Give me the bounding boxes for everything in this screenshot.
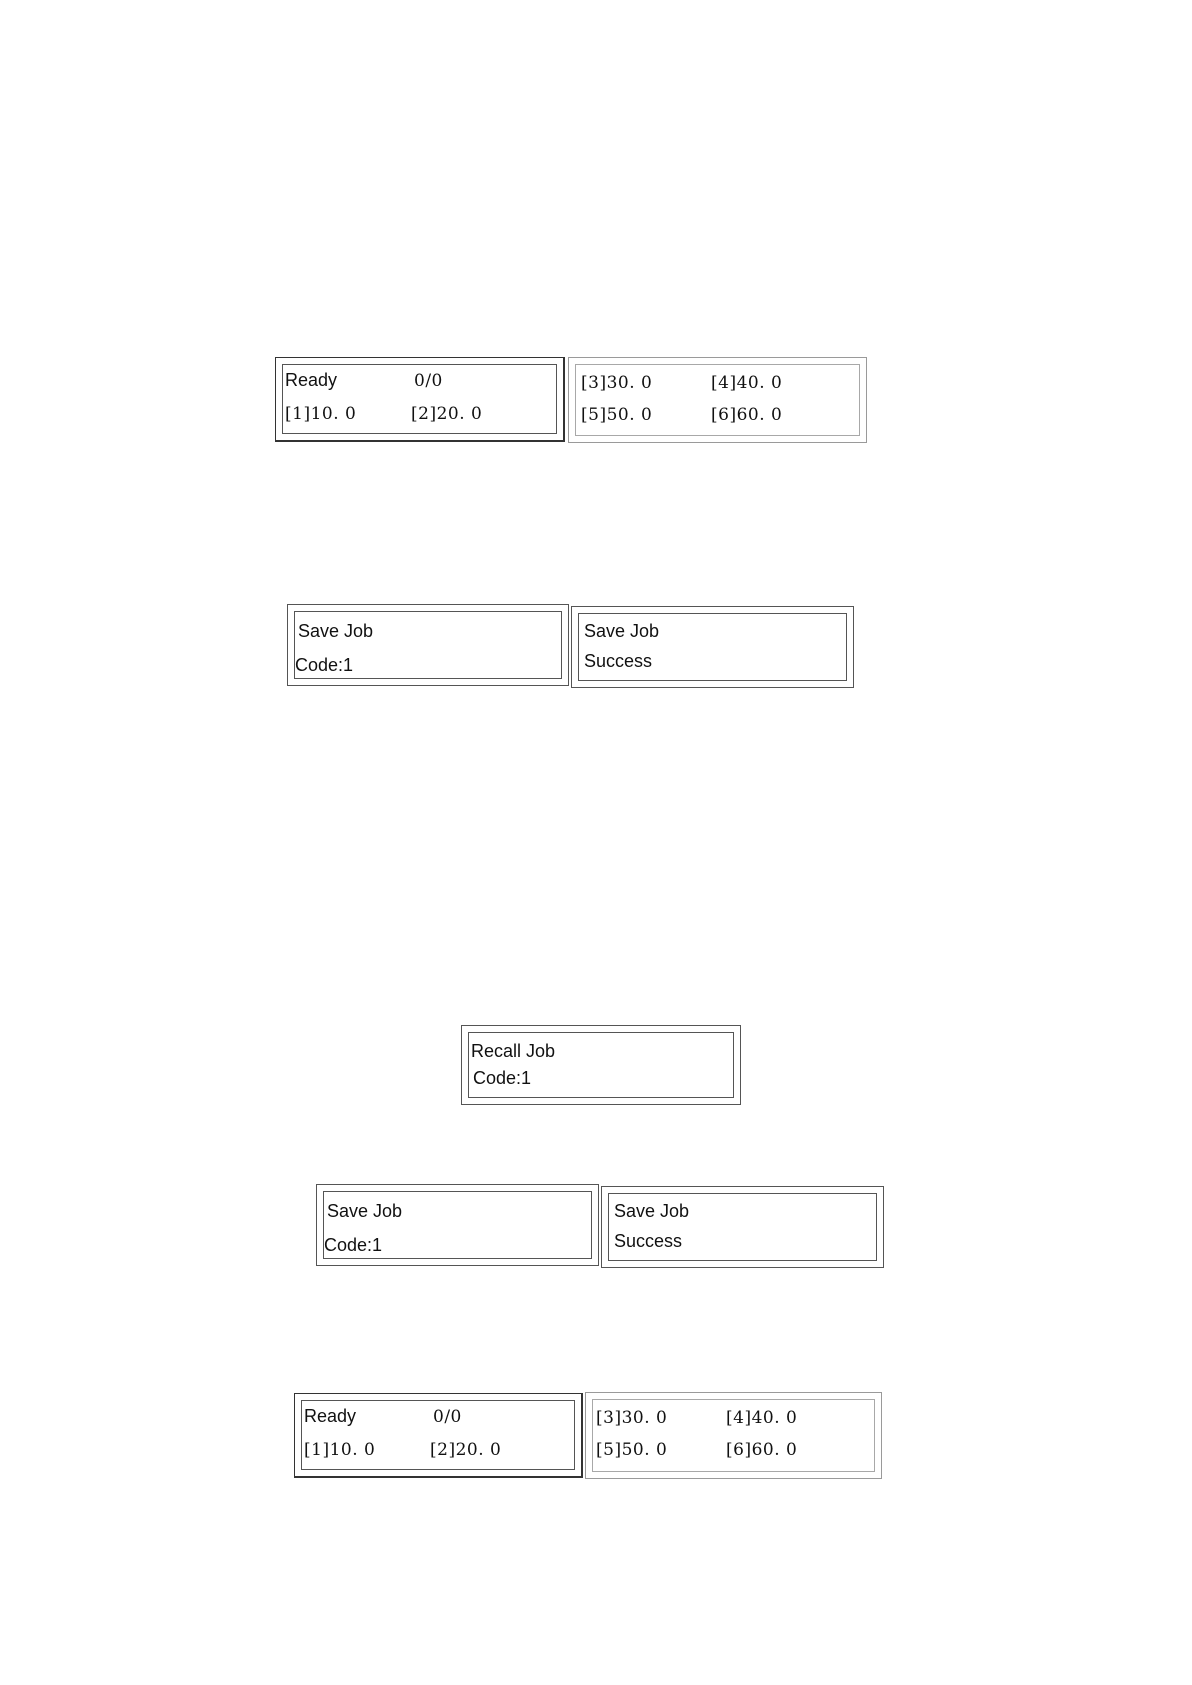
lcd-screen-save-code — [287, 604, 569, 686]
screen-title: Save Job — [614, 1201, 690, 1221]
lcd-screen-ready-extended — [585, 1392, 882, 1479]
lcd-screen-save-code — [316, 1184, 599, 1266]
job-counter: 0/0 — [433, 1407, 462, 1427]
memory-slot-6: [6]60. 0 — [726, 1440, 798, 1460]
screen-title: Save Job — [327, 1201, 403, 1221]
lcd-screen-ready-main — [294, 1393, 583, 1478]
status-label: Ready — [304, 1406, 357, 1426]
memory-slot-4: [4]40. 0 — [711, 373, 783, 393]
memory-slot-1: [1]10. 0 — [285, 404, 357, 424]
memory-slot-3: [3]30. 0 — [581, 373, 653, 393]
memory-slot-5: [5]50. 0 — [581, 405, 653, 425]
lcd-screen-save-success — [571, 606, 854, 688]
screen-title: Recall Job — [471, 1041, 556, 1061]
lcd-screen-ready-extended — [568, 357, 867, 443]
job-code: Code:1 — [295, 655, 354, 675]
job-code: Code:1 — [324, 1235, 383, 1255]
screen-title: Save Job — [298, 621, 374, 641]
memory-slot-4: [4]40. 0 — [726, 1408, 798, 1428]
memory-slot-5: [5]50. 0 — [596, 1440, 668, 1460]
lcd-screen-recall-code — [461, 1025, 741, 1105]
job-counter: 0/0 — [414, 371, 443, 391]
job-code: Code:1 — [473, 1068, 532, 1088]
memory-slot-2: [2]20. 0 — [430, 1440, 502, 1460]
status-label: Ready — [285, 370, 338, 390]
lcd-screen-ready-main — [275, 357, 565, 442]
memory-slot-1: [1]10. 0 — [304, 1440, 376, 1460]
memory-slot-2: [2]20. 0 — [411, 404, 483, 424]
save-result: Success — [614, 1231, 683, 1251]
save-result: Success — [584, 651, 653, 671]
screen-title: Save Job — [584, 621, 660, 641]
memory-slot-6: [6]60. 0 — [711, 405, 783, 425]
lcd-screen-save-success — [601, 1186, 884, 1268]
memory-slot-3: [3]30. 0 — [596, 1408, 668, 1428]
